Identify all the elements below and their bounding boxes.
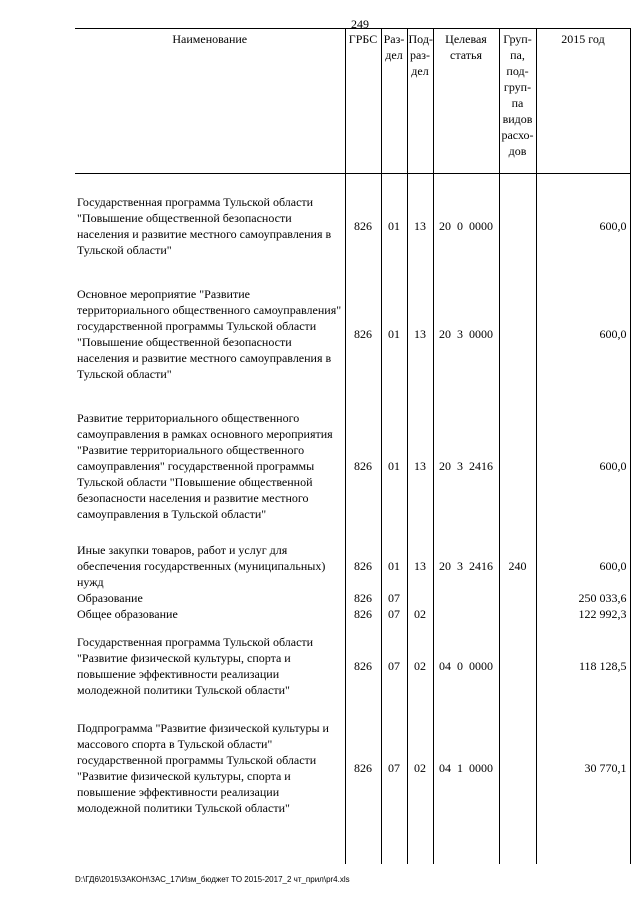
table-row (75, 634, 630, 698)
table-row (75, 720, 630, 816)
row-name: Государственная программа Тульской области "Повышение общественной безопасности населения и развитие местного самоуправления в Тульской области" (75, 186, 345, 266)
row-amount: 30 770,1 (536, 720, 630, 816)
row-amount: 600,0 (536, 278, 630, 390)
row-name: Иные закупки товаров, работ и услуг для обеспечения государственных (муниципальных) нужд (75, 542, 345, 590)
row-grbs: 826 (345, 402, 381, 530)
header-target: Целевая статья (433, 29, 499, 174)
row-razdel: 01 (381, 402, 407, 530)
row-razdel: 07 (381, 720, 407, 816)
row-podrazdel: 13 (407, 186, 433, 266)
row-grbs: 826 (345, 634, 381, 698)
row-razdel: 07 (381, 590, 407, 606)
table-row (75, 542, 630, 590)
row-podrazdel: 13 (407, 542, 433, 590)
row-amount: 600,0 (536, 542, 630, 590)
row-vid (499, 186, 536, 266)
table-row (75, 402, 630, 530)
budget-table (75, 28, 631, 864)
row-name: Государственная программа Тульской области "Развитие физической культуры, спорта и повышение эффективности реализации молодежной политики Тульской области" (75, 634, 345, 698)
row-podrazdel (407, 590, 433, 606)
header-name: Наименование (75, 29, 345, 174)
row-podrazdel: 02 (407, 634, 433, 698)
row-podrazdel: 02 (407, 606, 433, 622)
row-target (433, 606, 499, 622)
row-amount: 600,0 (536, 402, 630, 530)
row-podrazdel: 02 (407, 720, 433, 816)
row-target (433, 590, 499, 606)
page-number: 249 (351, 17, 369, 31)
footer-file-path: D:\ГД6\2015\ЗАКОН\ЗАС_17\Изм_бюджет ТО 2015-2017_2 чт_прил\pr4.xls (75, 875, 350, 884)
row-vid (499, 402, 536, 530)
row-grbs: 826 (345, 606, 381, 622)
budget-table-container (75, 28, 630, 864)
row-amount: 600,0 (536, 186, 630, 266)
row-vid (499, 720, 536, 816)
row-amount: 118 128,5 (536, 634, 630, 698)
row-podrazdel: 13 (407, 402, 433, 530)
row-grbs: 826 (345, 590, 381, 606)
row-vid: 240 (499, 542, 536, 590)
header-year: 2015 год (536, 29, 630, 174)
row-razdel: 07 (381, 634, 407, 698)
table-body (75, 174, 630, 865)
row-razdel: 01 (381, 278, 407, 390)
header-grbs: ГРБС (345, 29, 381, 174)
row-target: 20 0 0000 (433, 186, 499, 266)
row-name: Подпрограмма "Развитие физической культуры и массового спорта в Тульской области" государственной программы Тульской области "Развитие физической культуры, спорта и повышение эффективности реализации молодежной политики Тульской области" (75, 720, 345, 816)
row-name: Основное мероприятие "Развитие территориального общественного самоуправления" государственной программы Тульской области "Повышение общественной безопасности населения и развитие местного самоуправления в Тульской области" (75, 278, 345, 390)
table-row (75, 590, 630, 606)
table-row (75, 278, 630, 390)
row-vid (499, 590, 536, 606)
row-target: 20 3 0000 (433, 278, 499, 390)
row-vid (499, 606, 536, 622)
row-podrazdel: 13 (407, 278, 433, 390)
row-grbs: 826 (345, 542, 381, 590)
header-podrazdel: Под- раз- дел (407, 29, 433, 174)
row-target: 04 1 0000 (433, 720, 499, 816)
row-amount: 250 033,6 (536, 590, 630, 606)
row-target: 20 3 2416 (433, 402, 499, 530)
row-target: 04 0 0000 (433, 634, 499, 698)
table-row (75, 186, 630, 266)
row-name: Развитие территориального общественного самоуправления в рамках основного мероприятия "Развитие территориального общественного самоуправления" государственной программы Тульской области "Повышение общественной безопасности населения и развитие местного самоуправления в Тульской области" (75, 402, 345, 530)
row-grbs: 826 (345, 720, 381, 816)
row-target: 20 3 2416 (433, 542, 499, 590)
row-razdel: 07 (381, 606, 407, 622)
row-name: Общее образование (75, 606, 345, 622)
row-vid (499, 634, 536, 698)
table-header-row (75, 29, 630, 174)
row-grbs: 826 (345, 186, 381, 266)
table-row (75, 606, 630, 622)
header-vid: Груп- па, под- груп- па видов расхо- дов (499, 29, 536, 174)
row-razdel: 01 (381, 186, 407, 266)
header-razdel: Раз- дел (381, 29, 407, 174)
row-grbs: 826 (345, 278, 381, 390)
row-razdel: 01 (381, 542, 407, 590)
row-name: Образование (75, 590, 345, 606)
row-amount: 122 992,3 (536, 606, 630, 622)
row-vid (499, 278, 536, 390)
